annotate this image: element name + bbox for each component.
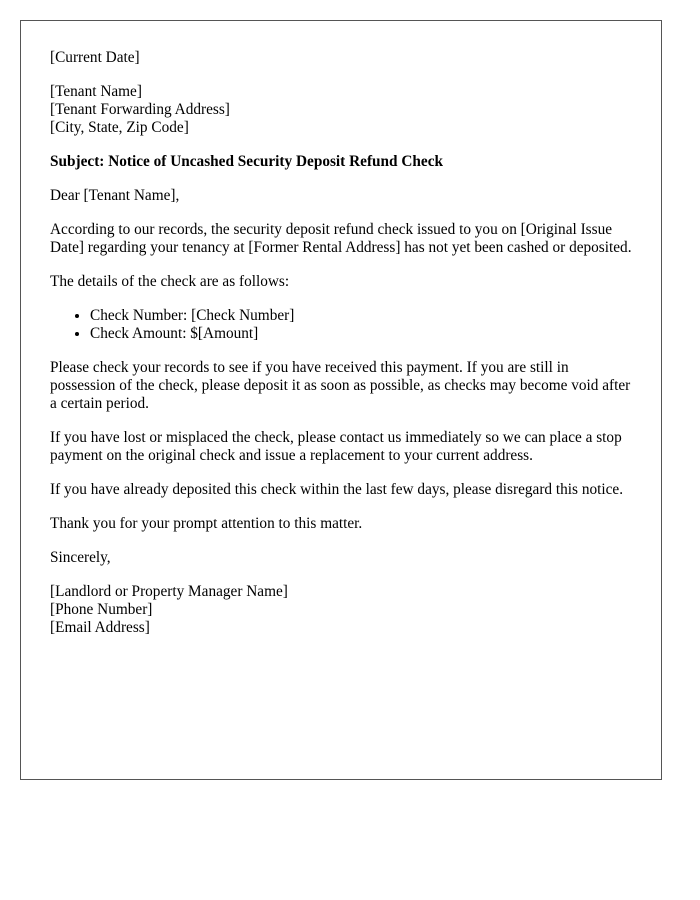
subject-line: Subject: Notice of Uncashed Security Deposit Refund Check (50, 153, 444, 170)
body-paragraph-5: If you have already deposited this check within the last few days, please disregard this notice. (50, 481, 624, 498)
letter-date: [Current Date] (50, 49, 140, 66)
body-paragraph-1: According to our records, the security deposit refund check issued to you on [Original Issue Date] regarding your tenancy at [Former Rental Address] has not yet been cashed or deposited. (50, 221, 632, 256)
signature-email: [Email Address] (50, 619, 150, 636)
check-number-item: • Check Number: [Check Number] (90, 307, 633, 325)
recipient-block (50, 83, 633, 137)
check-amount-item: • Check Amount: $[Amount] (90, 325, 633, 343)
recipient-name: [Tenant Name] (50, 83, 142, 100)
signature-name: [Landlord or Property Manager Name] (50, 583, 288, 600)
closing: Sincerely, (50, 549, 111, 566)
signature-block (50, 583, 633, 637)
recipient-city-state-zip: [City, State, Zip Code] (50, 119, 189, 136)
body-paragraph-3: Please check your records to see if you have received this payment. If you are still in possession of the check, please deposit it as soon as possible, as checks may become void after a certain period. (50, 359, 631, 412)
salutation: Dear [Tenant Name], (50, 187, 180, 204)
letter-page (20, 20, 662, 780)
body-paragraph-6: Thank you for your prompt attention to this matter. (50, 515, 363, 532)
recipient-address: [Tenant Forwarding Address] (50, 101, 230, 118)
check-details-list (50, 307, 633, 343)
date-block (50, 49, 633, 67)
body-paragraph-4: If you have lost or misplaced the check, please contact us immediately so we can place a stop payment on the original check and issue a replacement to your current address. (50, 429, 622, 464)
signature-phone: [Phone Number] (50, 601, 153, 618)
body-paragraph-2: The details of the check are as follows: (50, 273, 290, 290)
